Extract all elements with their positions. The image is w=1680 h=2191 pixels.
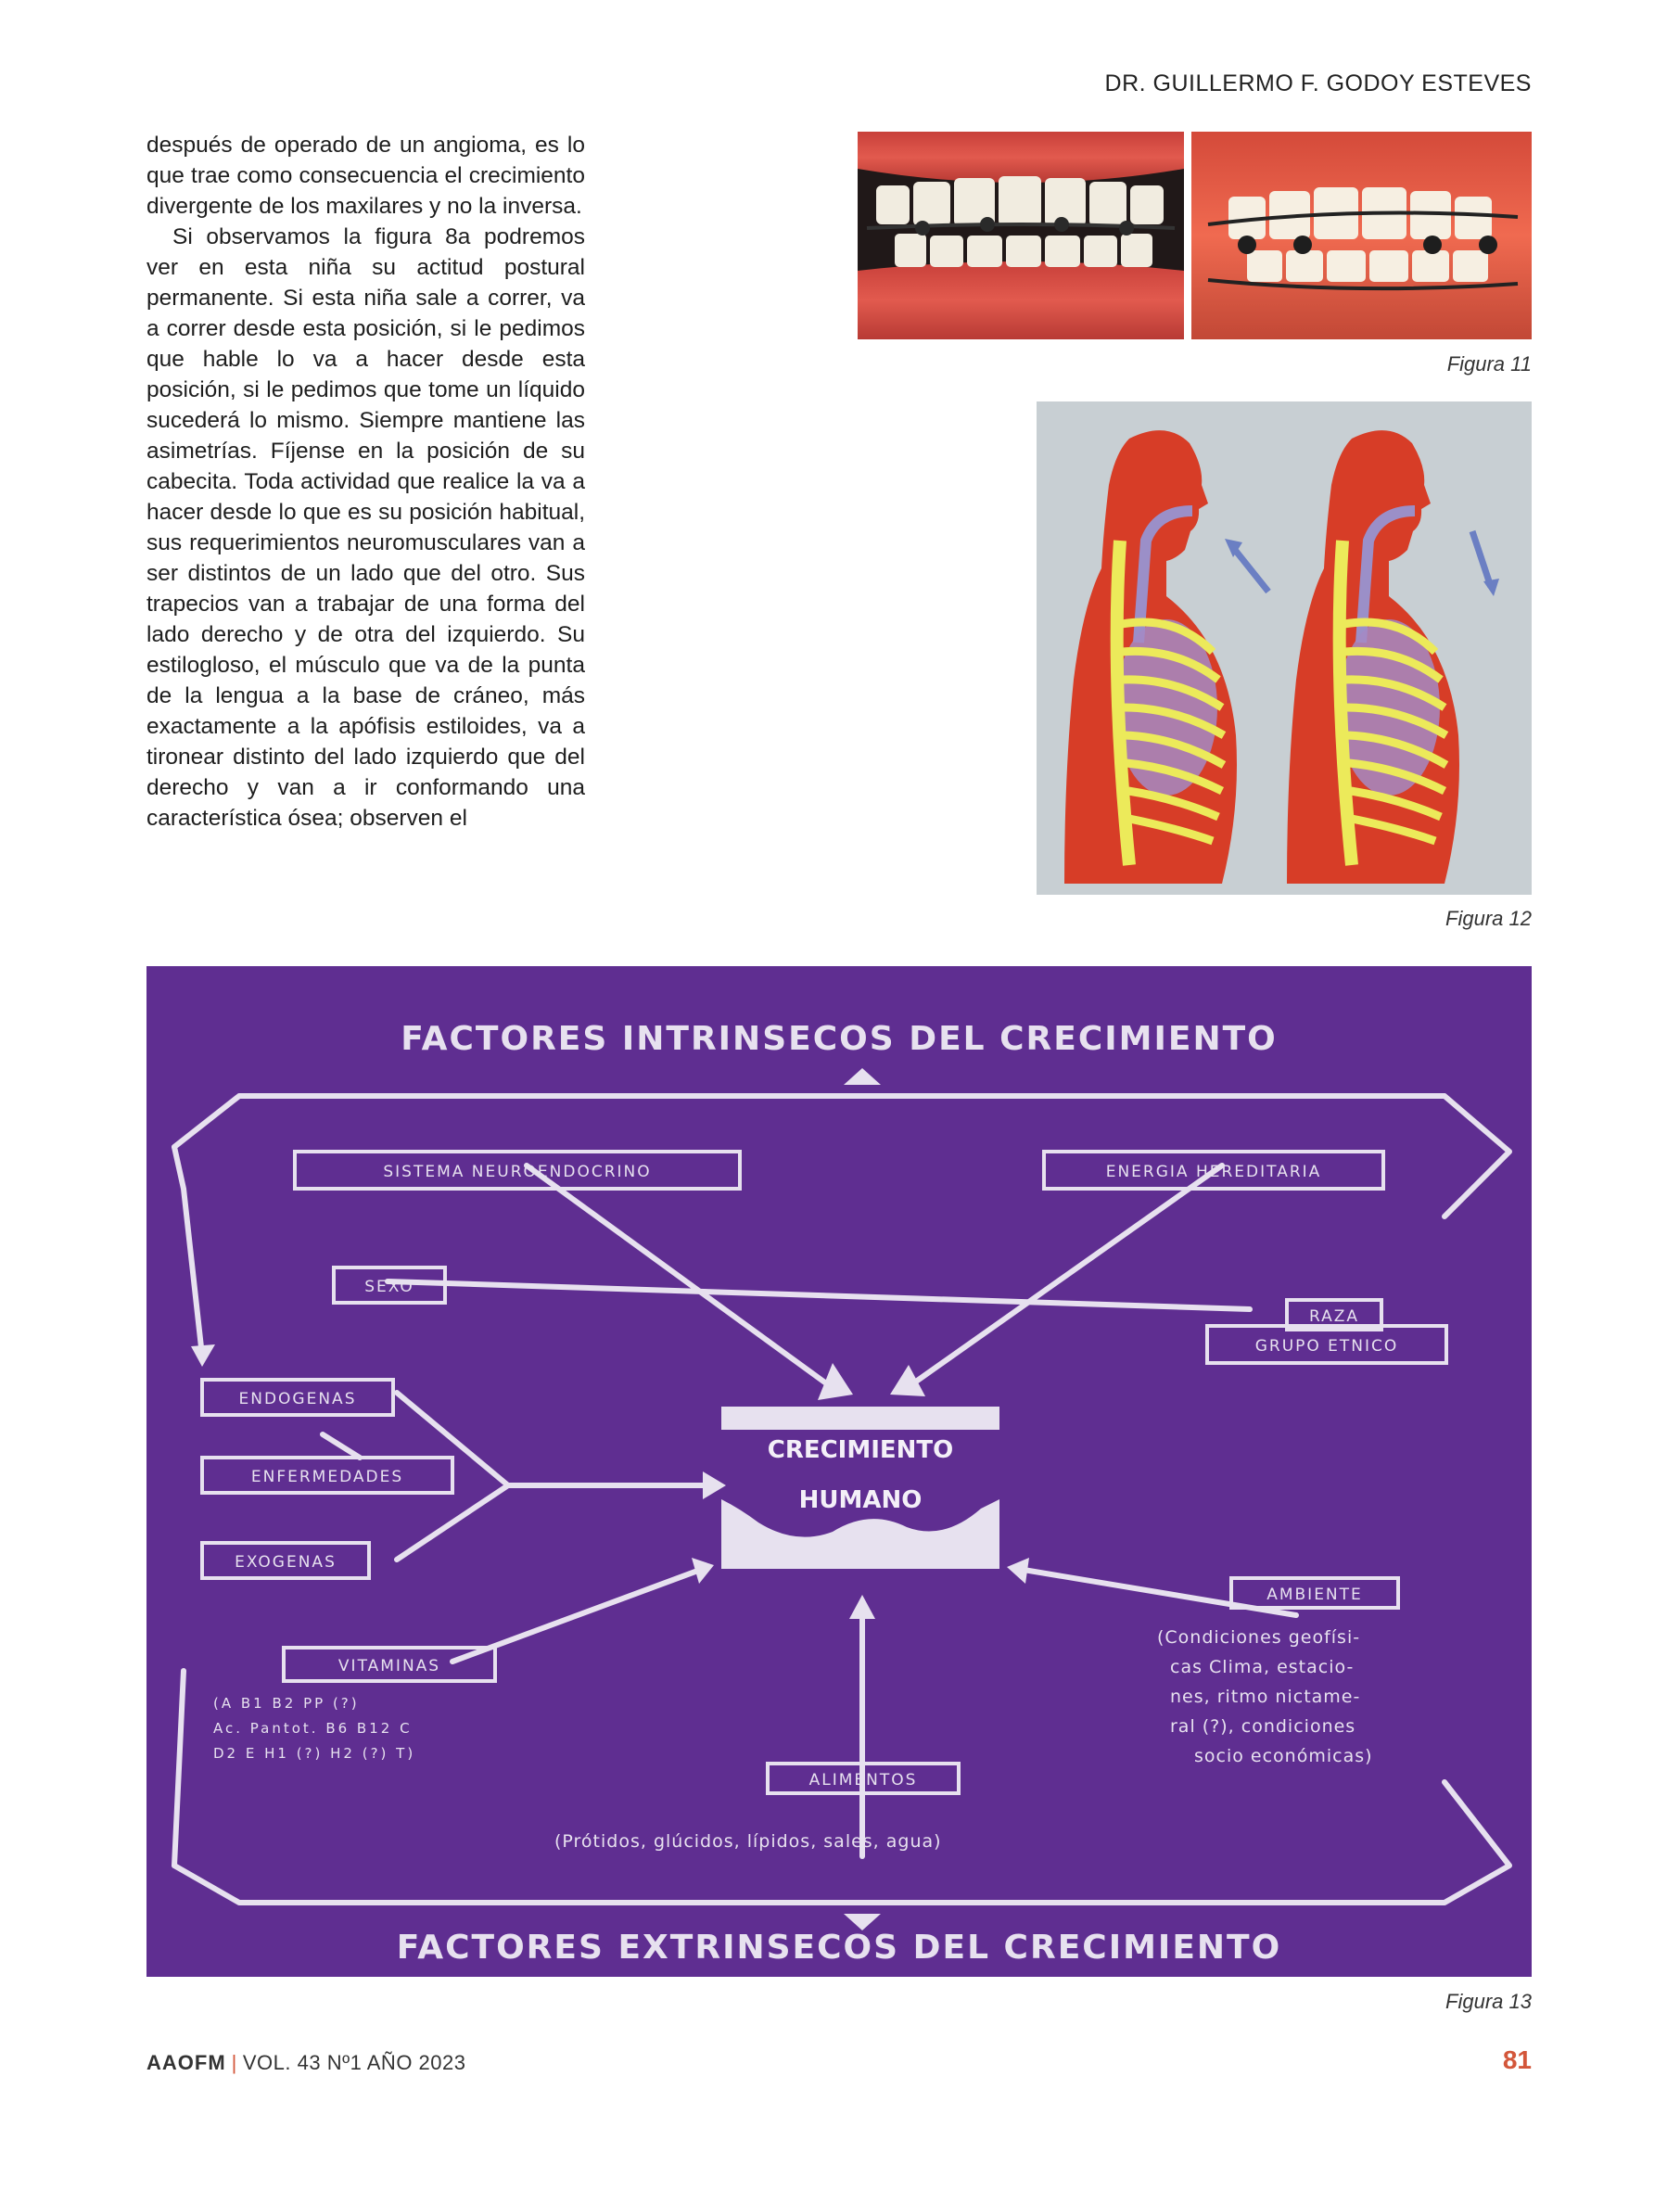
alimentos-detail: (Prótidos, glúcidos, lípidos, sales, agua)	[554, 1831, 942, 1852]
growth-factors-diagram	[146, 966, 1532, 1977]
ambiente-line-5: socio económicas)	[1194, 1746, 1373, 1766]
figure-13-diagram	[146, 966, 1532, 1977]
figure-12-illustration	[1037, 401, 1532, 895]
box-endogenas: ENDOGENAS	[238, 1390, 357, 1408]
figure-11-photo	[858, 132, 1532, 339]
center-block-top	[721, 1407, 999, 1430]
footer-issue: VOL. 43 Nº1 AÑO 2023	[242, 2051, 466, 2074]
vitamins-row-2: Ac. Pantot. B6 B12 C	[213, 1720, 413, 1737]
figure-12-caption: Figura 12	[1445, 907, 1532, 930]
box-grupo-etnico: GRUPO ETNICO	[1254, 1337, 1399, 1356]
diagram-title-top: FACTORES INTRINSECOS DEL CRECIMIENTO	[401, 1020, 1278, 1058]
ambiente-line-3: nes, ritmo nictame-	[1170, 1687, 1361, 1707]
page-number: 81	[1502, 2045, 1532, 2074]
body-paragraph: Si observamos la figura 8a podremos ver en esta niña su actitud postural permanente. Si esta niña sale a correr, va a correr desde esta posición, si le pedimos que hable lo va a hacer desde esta posición, si le pedimos que tome un líquido sucederá lo mismo. Siempre mantiene las asimetrías. Fíjense en la posición de su cabecita. Toda actividad que realice la va a hacer desde lo que es su posición habitual, sus requerimientos neuromusculares van a ser distintos de un lado que del otro. Sus trapecios van a trabajar de una forma del lado derecho y de otra del izquierdo. Su estilogloso, el músculo que va de la punta de la lengua a la base de cráneo, más exactamente a la apófisis estiloides, va a tironear distinto del lado izquierdo que del derecho y van a ir conformando una característica ósea; observen el	[146, 224, 585, 831]
center-label-humano: HUMANO	[798, 1486, 923, 1514]
center-label-crecimiento: CRECIMIENTO	[767, 1436, 954, 1464]
box-ambiente: AMBIENTE	[1266, 1586, 1363, 1604]
box-exogenas: EXOGENAS	[235, 1553, 337, 1572]
ambiente-line-2: cas Clima, estacio-	[1170, 1657, 1355, 1677]
box-raza: RAZA	[1308, 1307, 1360, 1326]
vitamins-row-3: D2 E H1 (?) H2 (?) T)	[213, 1745, 416, 1762]
footer-separator: |	[231, 2051, 237, 2074]
figure-11-illustration	[858, 132, 1532, 339]
footer-journal-name: AAOFM	[146, 2051, 226, 2074]
box-alimentos: ALIMENTOS	[808, 1771, 918, 1790]
body-paragraph: después de operado de un angioma, es lo que trae como consecuencia el crecimiento divergente de los maxilares y no la inversa.	[146, 133, 585, 219]
footer-journal-info	[146, 2051, 466, 2075]
box-enfermedades: ENFERMEDADES	[250, 1468, 404, 1486]
figure-13-caption: Figura 13	[1445, 1990, 1532, 2013]
box-vitaminas: VITAMINAS	[337, 1657, 441, 1675]
body-text-column	[146, 130, 585, 834]
vitamins-row-1: (A B1 B2 PP (?)	[213, 1695, 360, 1712]
box-sexo: SEXO	[364, 1278, 414, 1296]
diagram-title-bottom: FACTORES EXTRINSECOS DEL CRECIMIENTO	[396, 1929, 1282, 1967]
box-sistema-neuroendocrino: SISTEMA NEUROENDOCRINO	[383, 1163, 652, 1181]
running-header-author: DR. GUILLERMO F. GODOY ESTEVES	[1104, 70, 1532, 96]
figure-12-drawing	[1037, 401, 1532, 895]
box-energia-hereditaria: ENERGIA HEREDITARIA	[1105, 1163, 1322, 1181]
ambiente-line-4: ral (?), condiciones	[1170, 1716, 1356, 1737]
ambiente-line-1: (Condiciones geofísi-	[1157, 1627, 1361, 1648]
figure-11-caption: Figura 11	[1446, 352, 1532, 376]
